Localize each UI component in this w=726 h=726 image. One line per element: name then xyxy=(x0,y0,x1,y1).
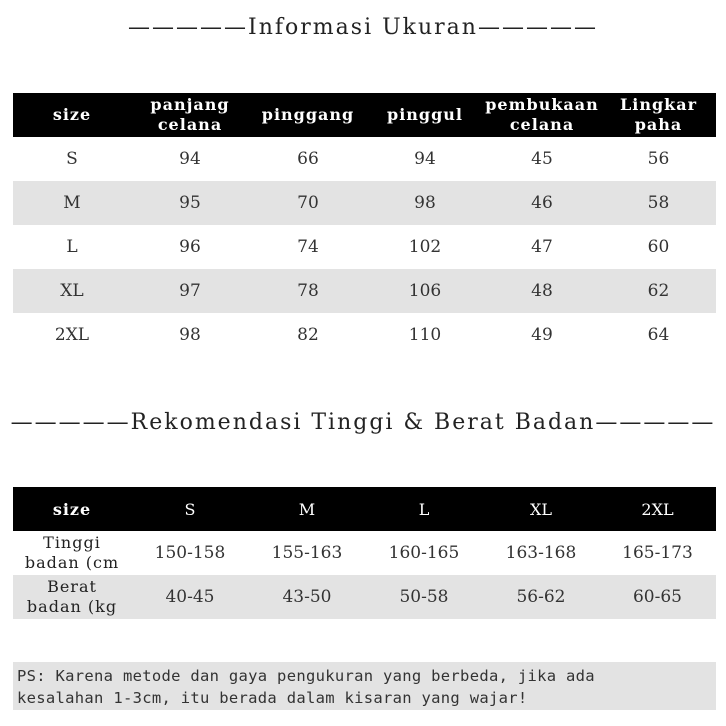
header-size xyxy=(13,93,131,137)
table-cell: 60-65 xyxy=(632,587,682,607)
table-row xyxy=(13,313,716,357)
table-cell: 56 xyxy=(647,149,670,169)
row-label-line1: Berat xyxy=(47,577,97,596)
header-lingkar-paha xyxy=(601,93,716,137)
recommendation-heading: —————Rekomendasi Tinggi & Berat Badan————— xyxy=(10,410,716,435)
header-size-label: size xyxy=(52,105,92,124)
table-cell: XL xyxy=(60,281,84,301)
header-pinggang-label: pinggang xyxy=(261,105,355,124)
table-cell: 163-168 xyxy=(505,543,577,563)
ps-note-line2: kesalahan 1-3cm, itu berada dalam kisaran yang wajar! xyxy=(17,689,528,707)
table-cell: M xyxy=(63,193,81,213)
table-cell: S xyxy=(66,149,78,169)
table-row xyxy=(13,269,716,313)
table-row xyxy=(13,137,716,181)
table-cell: 40-45 xyxy=(165,587,215,607)
table-cell: 48 xyxy=(531,281,553,301)
ps-note xyxy=(13,662,716,710)
table-cell: 106 xyxy=(408,281,442,301)
table-cell: 43-50 xyxy=(282,587,332,607)
rec-header-size: size xyxy=(52,499,92,519)
table-cell: 74 xyxy=(297,237,319,257)
table-cell: 62 xyxy=(647,281,670,301)
table-cell: 160-165 xyxy=(388,543,460,563)
table-cell: 150-158 xyxy=(154,543,226,563)
row-label-tinggi xyxy=(13,531,131,575)
table-cell: 50-58 xyxy=(399,587,449,607)
recommendation-table xyxy=(13,487,716,619)
header-pinggul-label: pinggul xyxy=(387,105,463,124)
table-cell: 94 xyxy=(414,149,436,169)
table-cell: 82 xyxy=(297,325,319,345)
table-cell: 60 xyxy=(647,237,670,257)
row-label-berat xyxy=(13,575,131,619)
table-cell: 102 xyxy=(408,237,442,257)
table-cell: 64 xyxy=(647,325,670,345)
table-cell: 66 xyxy=(297,149,319,169)
row-label-line1: Tinggi xyxy=(43,533,101,552)
table-cell: L xyxy=(66,237,78,257)
table-cell: 49 xyxy=(531,325,553,345)
header-label-line1: panjang xyxy=(150,95,230,114)
size-info-heading: —————Informasi Ukuran————— xyxy=(128,15,598,40)
header-pinggang xyxy=(249,93,367,137)
table-row xyxy=(13,531,716,575)
size-info-table xyxy=(13,93,716,357)
table-row xyxy=(13,225,716,269)
table-row xyxy=(13,181,716,225)
row-label-line2: badan (cm xyxy=(24,553,120,572)
header-label-line1: Lingkar xyxy=(619,95,698,114)
table-cell: 155-163 xyxy=(271,543,343,563)
table-cell: 78 xyxy=(297,281,319,301)
table-cell: 110 xyxy=(408,325,442,345)
table-cell: 45 xyxy=(531,149,553,169)
header-label-line2: paha xyxy=(634,115,683,134)
rec-header-s: S xyxy=(184,499,196,519)
table-cell: 56-62 xyxy=(516,587,566,607)
ps-note-line1: PS: Karena metode dan gaya pengukuran yang berbeda, jika ada xyxy=(17,667,595,685)
table-cell: 97 xyxy=(179,281,201,301)
table-cell: 2XL xyxy=(54,325,90,345)
table-cell: 95 xyxy=(179,193,201,213)
table-row xyxy=(13,575,716,619)
table-cell: 46 xyxy=(531,193,553,213)
table-cell: 98 xyxy=(179,325,201,345)
table-cell: 96 xyxy=(179,237,201,257)
table-cell: 70 xyxy=(297,193,319,213)
header-pinggul xyxy=(367,93,483,137)
row-label-line2: badan (kg xyxy=(26,597,118,616)
table-cell: 47 xyxy=(531,237,553,257)
table-cell: 165-173 xyxy=(622,543,693,563)
header-panjang-celana xyxy=(131,93,249,137)
rec-header-2xl: 2XL xyxy=(641,499,674,519)
size-table-header-row xyxy=(13,93,716,137)
table-cell: 58 xyxy=(647,193,670,213)
rec-table-header-row xyxy=(13,487,716,531)
rec-header-l: L xyxy=(418,499,430,519)
header-label-line2: celana xyxy=(509,115,575,134)
header-label-line2: celana xyxy=(157,115,223,134)
table-cell: 94 xyxy=(179,149,201,169)
header-pembukaan-celana xyxy=(483,93,601,137)
table-cell: 98 xyxy=(414,193,436,213)
rec-header-xl: XL xyxy=(529,499,552,519)
rec-header-m: M xyxy=(298,499,316,519)
header-label-line1: pembukaan xyxy=(485,95,599,114)
